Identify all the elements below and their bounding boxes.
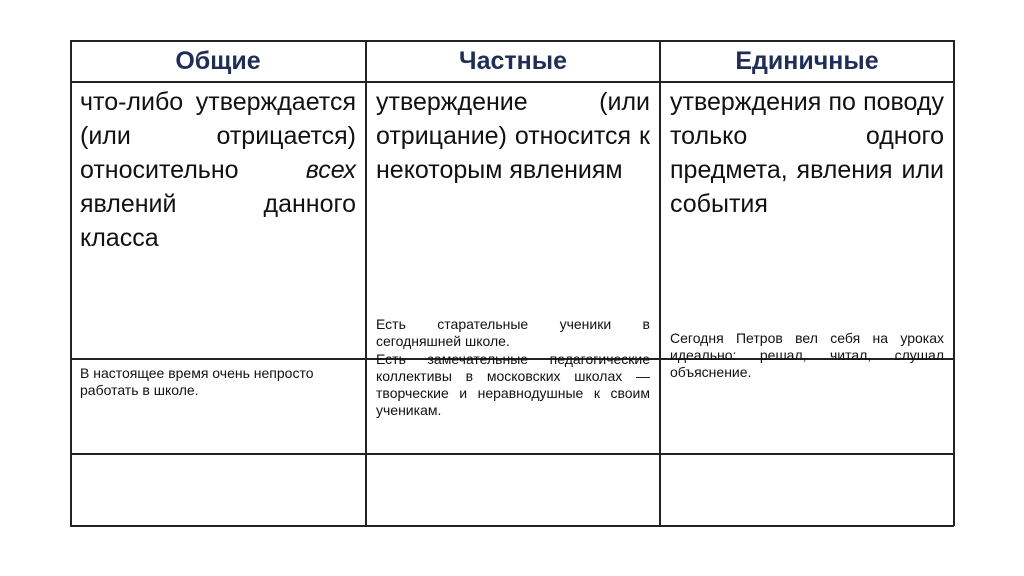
empty-cell-singular — [660, 455, 954, 525]
example-particular-2-text: Есть замечательные педагогические коллективы в московских школах — творческие и неравнодушные к своим ученикам. — [376, 351, 650, 418]
header-particular — [366, 40, 660, 82]
header-general — [70, 40, 366, 82]
empty-cell-particular — [366, 455, 660, 525]
example-general — [70, 365, 366, 425]
example-singular-text: Сегодня Петров вел себя на уроках идеально: решал, читал, слушал объяснение. — [670, 330, 944, 380]
empty-cell-general — [70, 455, 366, 525]
definition-general-italic: всех — [305, 156, 356, 184]
header-general-label: Общие — [175, 46, 261, 75]
definition-singular-text: утверждения по поводу только одного предмета, явления или события — [670, 88, 944, 218]
example-particular-1-text: Есть старательные ученики в сегодняшней школе. — [376, 316, 650, 349]
definition-singular — [660, 85, 954, 355]
example-singular — [660, 330, 954, 390]
example-particular-1 — [366, 316, 660, 352]
header-singular-label: Единичные — [735, 46, 879, 75]
definition-general — [70, 85, 366, 355]
example-particular-2 — [366, 351, 660, 451]
comparison-table — [70, 40, 954, 526]
definition-particular — [366, 85, 660, 355]
header-singular — [660, 40, 954, 82]
header-particular-label: Частные — [459, 46, 567, 75]
table-border-bottom — [70, 525, 954, 527]
definition-general-text-end: явлений данного класса — [80, 190, 356, 252]
definition-general-text: что-либо утверждается (или отрицается) относительно — [80, 88, 356, 184]
example-general-text: В настоящее время очень непросто работать в школе. — [80, 365, 314, 398]
definition-particular-text: утверждение (или отрицание) относится к некоторым явлениям — [376, 88, 650, 184]
